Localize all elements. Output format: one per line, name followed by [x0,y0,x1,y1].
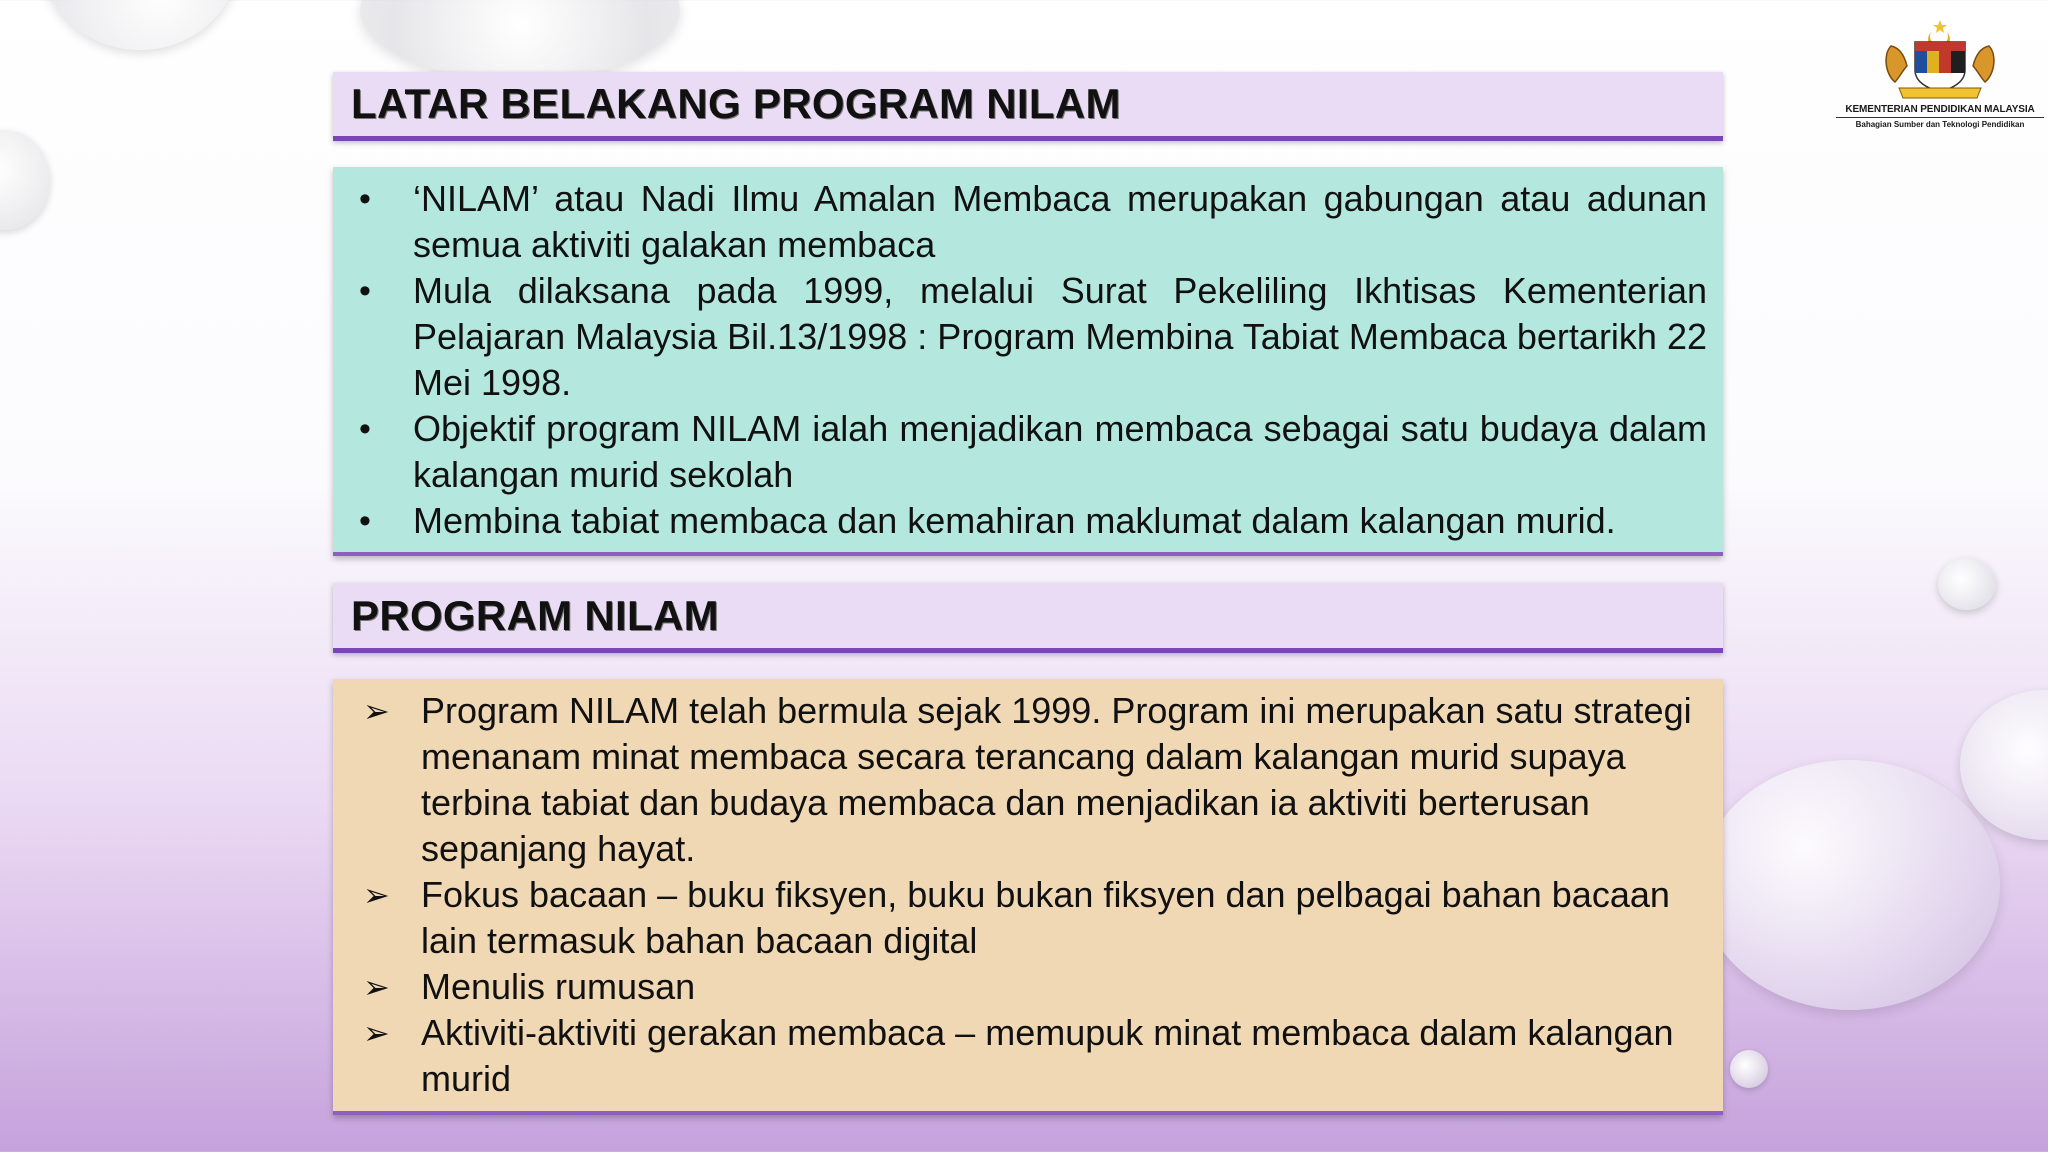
list-item-text: Program NILAM telah bermula sejak 1999. Program ini merupakan satu strategi menanam minat membaca secara terancang dalam kalangan murid supaya terbina tabiat dan budaya membaca dan menjadikan ia aktiviti berterusan sepanjang hayat. [421,690,1692,869]
background-info-panel [333,167,1723,556]
ministry-name: KEMENTERIAN PENDIDIKAN MALAYSIA [1836,104,2044,118]
list-item-text: ‘NILAM’ atau Nadi Ilmu Amalan Membaca merupakan gabungan atau adunan semua aktiviti galakan membaca [413,178,1707,265]
list-item [349,268,1707,406]
section-title: LATAR BELAKANG PROGRAM NILAM [351,80,1121,127]
water-drop-decoration [0,130,50,230]
list-item-text: Objektif program NILAM ialah menjadikan membaca sebagai satu budaya dalam kalangan murid sekolah [413,408,1707,495]
list-item-text: Mula dilaksana pada 1999, melalui Surat Pekeliling Ikhtisas Kementerian Pelajaran Malaysia Bil.13/1998 : Program Membina Tabiat Membaca bertarikh 22 Mei 1998. [413,270,1707,403]
division-name: Bahagian Sumber dan Teknologi Pendidikan [1855,120,2025,129]
list-item [349,406,1707,498]
list-item-text: Aktiviti-aktiviti gerakan membaca – memupuk minat membaca dalam kalangan murid [421,1012,1674,1099]
list-item [349,498,1707,544]
ministry-logo [1836,18,2044,129]
section-title: PROGRAM NILAM [351,592,719,639]
bullet-icon: • [359,410,371,448]
bullet-icon: • [359,272,371,310]
water-drop-decoration [40,0,240,50]
water-drop-decoration [1700,760,2000,1010]
water-drop-decoration [1960,690,2048,840]
list-item [349,176,1707,268]
coat-of-arms-icon [1881,18,1999,102]
list-item-text: Fokus bacaan – buku fiksyen, buku bukan fiksyen dan pelbagai bahan bacaan lain termasuk bahan bacaan digital [421,874,1670,961]
list-item-text: Menulis rumusan [421,966,696,1007]
list-item [349,1010,1707,1102]
bullet-icon: • [359,180,371,218]
water-drop-decoration [360,0,680,80]
list-item [349,964,1707,1010]
background-bullet-list [349,176,1707,544]
list-item [349,688,1707,872]
list-item-text: Membina tabiat membaca dan kemahiran maklumat dalam kalangan murid. [413,500,1616,541]
water-drop-decoration [1938,558,1996,610]
program-bullet-list [349,688,1707,1102]
section-header-background [333,583,1723,653]
arrow-bullet-icon: ➢ [363,877,390,913]
list-item [349,872,1707,964]
section-header-background [333,72,1723,141]
arrow-bullet-icon: ➢ [363,693,390,729]
bullet-icon: • [359,502,371,540]
arrow-bullet-icon: ➢ [363,969,390,1005]
water-drop-decoration [1730,1050,1768,1088]
program-info-panel [333,679,1723,1115]
arrow-bullet-icon: ➢ [363,1015,390,1051]
